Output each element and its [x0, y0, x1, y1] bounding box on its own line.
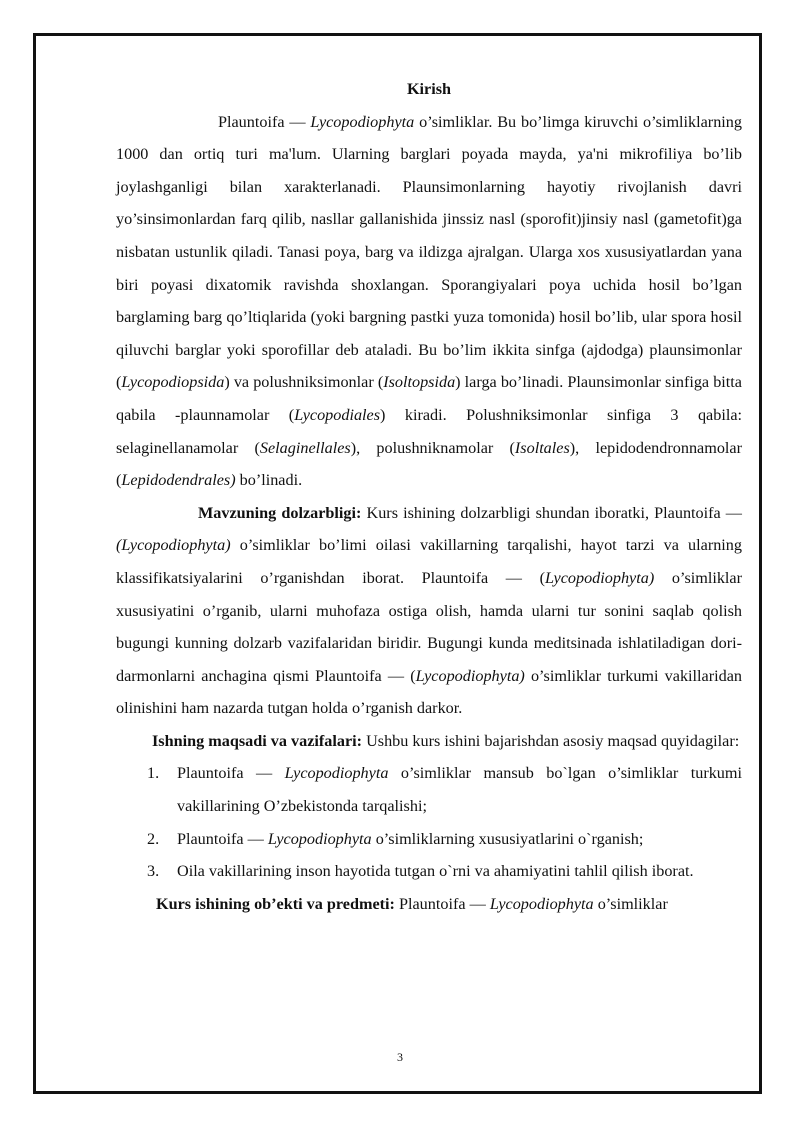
goals-paragraph: Ishning maqsadi va vazifalari: Ushbu kurs ishini bajarishdan asosiy maqsad quyidagilar:: [152, 731, 740, 750]
intro-paragraph: Plauntoifa — Lycopodiophyta o’simliklar. Bu bo’limga kiruvchi o’simliklarning 1000 dan ortiq turi ma'lum. Ularning barglari poyada mayda, ya'ni mikrofiliya bo’lib joylashganligi bilan xarakterlanadi. Plaunsimonlarning hayotiy rivojlanish davri yo’sinsimonlardan farq qilib, nasllar gallanishida jinssiz nasl (sporofit)jinsiy nasl (gametofit)ga nisbatan ustunlik qiladi. Tanasi poya, barg va ildizga ajralgan. Ularga xos xususiyatlardan yana biri poyasi dixatomik ravishda shoxlangan. Sporangiyalari poya uchida hosil bo’lgan barglaming barg qo’ltiqlarida (yoki bargning pastki yuza tomonida) hosil bo’lib, ular spora hosil qiluvchi barglar yoki sporofillar deb ataladi. Bu bo’lim ikkita sinfga (ajdodga) plaunsimonlar (Lycopodiopsida) va polushniksimonlar (Isoltopsida) larga bo’linadi. Plaunsimonlar sinfiga bitta qabila -plaunnamolar (Lycopodiales) kiradi. Polushniksimonlar sinfiga 3 qabila: selaginellanamolar (Selaginellales), polushniknamolar (Isoltales), lepidodendronnamolar (Lepidodendrales) bo’linadi.: [116, 112, 742, 490]
relevance-heading: Mavzuning dolzarbligi:: [198, 503, 362, 522]
list-item: 1. Plauntoifa — Lycopodiophyta o’simliklar mansub bo`lgan o’simliklar turkumi vakillarining O’zbekistonda tarqalishi;: [147, 764, 742, 816]
section-title: Kirish: [406, 80, 452, 98]
relevance-paragraph: Mavzuning dolzarbligi: Kurs ishining dolzarbligi shundan iboratki, Plauntoifa — (Lycopodiophyta) o’simliklar bo’limi oilasi vakillarning tarqalishi, hayot tarzi va ularning klassifikatsiyalarini o’rganishdan iborat. Plauntoifa — (Lycopodiophyta) o’simliklar xususiyatini o’rganib, ularni muhofaza ostiga olish, hamda ularni tur sonini saqlab qolish bugungi kunning dolzarb vazifalaridan biridir. Bugungi kunda meditsinada ishlatiladigan dori-darmonlarni anchagina qismi Plauntoifa — (Lycopodiophyta) o’simliklar turkumi vakillaridan olinishini ham nazarda tutgan holda o’rganish darkor.: [116, 503, 742, 718]
document-body: [116, 73, 742, 920]
object-paragraph: Kurs ishining ob’ekti va predmeti: Plauntoifa — Lycopodiophyta o’simliklar: [156, 894, 668, 913]
list-item: 2. Plauntoifa — Lycopodiophyta o’simliklarning xususiyatlarini o`rganish;: [147, 829, 644, 848]
page-number: 3: [397, 1050, 403, 1064]
object-heading: Kurs ishining ob’ekti va predmeti:: [156, 894, 395, 913]
goals-heading: Ishning maqsadi va vazifalari:: [152, 731, 363, 750]
goals-list: [116, 757, 742, 887]
list-item: 3. Oila vakillarining inson hayotida tutgan o`rni va ahamiyatini tahlil qilish iborat.: [147, 862, 694, 881]
